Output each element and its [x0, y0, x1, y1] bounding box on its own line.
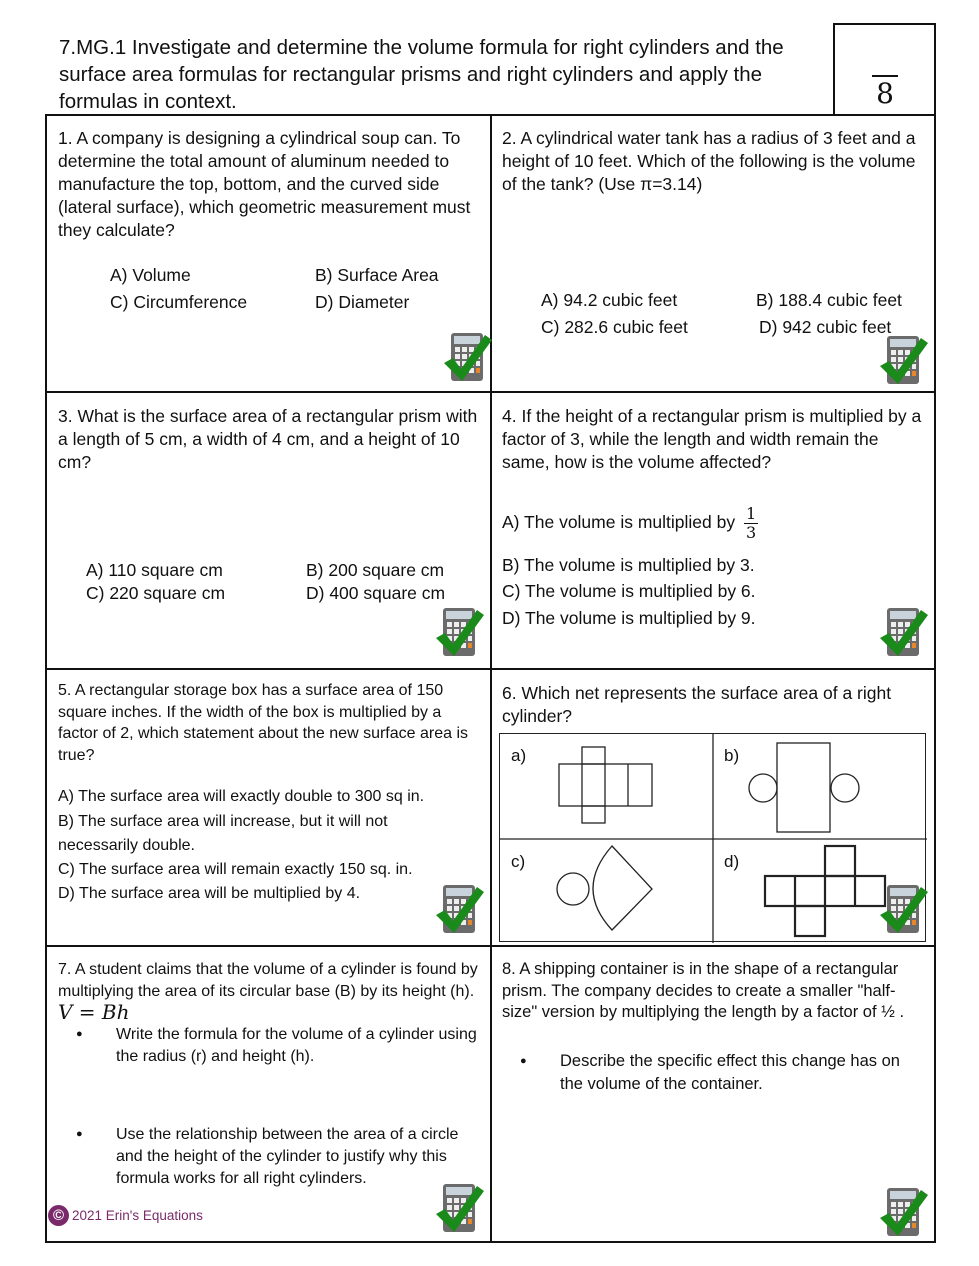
bullet: ● Use the relationship between the area of a circle and the height of the cylinder to justify why this formula works for all right cylinders.: [58, 1124, 478, 1189]
bullet: ● Describe the specific effect this change has on the volume of the container.: [502, 1050, 927, 1096]
net-b-cylinder: [749, 743, 859, 832]
choice[interactable]: A) 110 square cm: [86, 560, 223, 580]
question-7-bullets: [58, 1024, 478, 1190]
score-total: 8: [876, 77, 894, 110]
question-7-text: 7. A student claims that the volume of a cylinder is found by multiplying the area of its circular base (B) by its height (h).: [58, 961, 478, 1000]
calculator-check-icon: [877, 604, 929, 660]
question-3-text: 3. What is the surface area of a rectangular prism with a length of 5 cm, a width of 4 cm, and a height of 10 cm?: [58, 406, 478, 472]
formula: V = Bh: [58, 1000, 130, 1025]
calculator-check-icon: [877, 1184, 929, 1240]
choice[interactable]: C) The volume is multiplied by 6.: [502, 581, 756, 601]
calculator-check-icon: [433, 604, 485, 660]
outer-right: [934, 23, 936, 1243]
net-a-prism: [559, 747, 652, 823]
choice[interactable]: B) Surface Area: [315, 265, 439, 285]
net-label-a[interactable]: a): [511, 746, 527, 765]
choice[interactable]: B) 188.4 cubic feet: [756, 290, 902, 310]
choice[interactable]: A) The surface area will exactly double to 300 sq in.: [58, 788, 425, 805]
calculator-check-icon: [877, 881, 929, 937]
question-2-text: 2. A cylindrical water tank has a radius of 3 feet and a height of 10 feet. Which of the following is the volume of the tank? (Use π=3.14): [502, 128, 916, 194]
choice-a-text: A) The volume is multiplied by: [502, 512, 736, 533]
choice[interactable]: D) 400 square cm: [306, 583, 446, 603]
calculator-check-icon: [433, 1180, 485, 1236]
choice[interactable]: D) The volume is multiplied by 9.: [502, 608, 756, 628]
net-d-cube: [765, 846, 885, 936]
net-options-table: [499, 733, 926, 942]
choice[interactable]: D) 942 cubic feet: [759, 317, 892, 337]
copyright: [48, 1205, 203, 1226]
copyright-icon: ©: [48, 1205, 69, 1226]
score-box: [835, 25, 934, 115]
choice[interactable]: B) The volume is multiplied by 3.: [502, 555, 755, 575]
denominator: 3: [745, 523, 757, 542]
column-line: [490, 115, 492, 1243]
question-6-text: 6. Which net represents the surface area of a right cylinder?: [502, 683, 892, 726]
question-8-text: 8. A shipping container is in the shape of a rectangular prism. The company decides to create a smaller "half-size" version by multiplying the length by a factor of ½ .: [502, 960, 905, 1022]
calculator-check-icon: [441, 329, 493, 385]
choice[interactable]: C) The surface area will remain exactly 150 sq. in.: [58, 861, 413, 878]
question-1-text: 1. A company is designing a cylindrical soup can. To determine the total amount of aluminum needed to manufacture the top, bottom, and the curved side (lateral surface), which geometric measurement must they calculate?: [58, 128, 471, 240]
choice[interactable]: A) Volume: [110, 265, 191, 285]
calculator-check-icon: [433, 881, 485, 937]
bullet: ● Write the formula for the volume of a cylinder using the radius (r) and height (h).: [58, 1024, 478, 1067]
standard-title: 7.MG.1 Investigate and determine the volume formula for right cylinders and the surface area formulas for rectangular prisms and right cylinders and apply the formulas in context.: [59, 36, 784, 113]
net-drawings: [500, 734, 927, 943]
net-label-d[interactable]: d): [724, 852, 740, 871]
question-8-bullets: [502, 1050, 927, 1096]
calculator-check-icon: [877, 332, 929, 388]
question-4-text: 4. If the height of a rectangular prism is multiplied by a factor of 3, while the length and width remain the same, how is the volume affected?: [502, 406, 922, 472]
choice[interactable]: C) 220 square cm: [86, 583, 226, 603]
choice[interactable]: A) 94.2 cubic feet: [541, 290, 678, 310]
outer-left: [45, 115, 47, 1243]
net-label-c[interactable]: c): [511, 852, 526, 871]
choice[interactable]: B) The surface area will increase, but it will not necessarily double.: [58, 813, 388, 854]
choice[interactable]: C) Circumference: [110, 292, 248, 312]
choice[interactable]: D) The surface area will be multiplied by 4.: [58, 885, 361, 902]
choice[interactable]: C) 282.6 cubic feet: [541, 317, 688, 337]
net-label-b[interactable]: b): [724, 746, 740, 765]
choice[interactable]: [502, 505, 758, 542]
fraction-one-third: [744, 505, 758, 542]
choice[interactable]: B) 200 square cm: [306, 560, 445, 580]
net-c-cone: [557, 846, 652, 930]
choice[interactable]: D) Diameter: [315, 292, 410, 312]
numerator: 1: [745, 504, 757, 523]
question-5-text: 5. A rectangular storage box has a surface area of 150 square inches. If the width of the box is multiplied by a factor of 2, which statement about the new surface area is true?: [58, 682, 468, 765]
question-7: [58, 959, 483, 1026]
copyright-text: 2021 Erin's Equations: [72, 1208, 203, 1223]
